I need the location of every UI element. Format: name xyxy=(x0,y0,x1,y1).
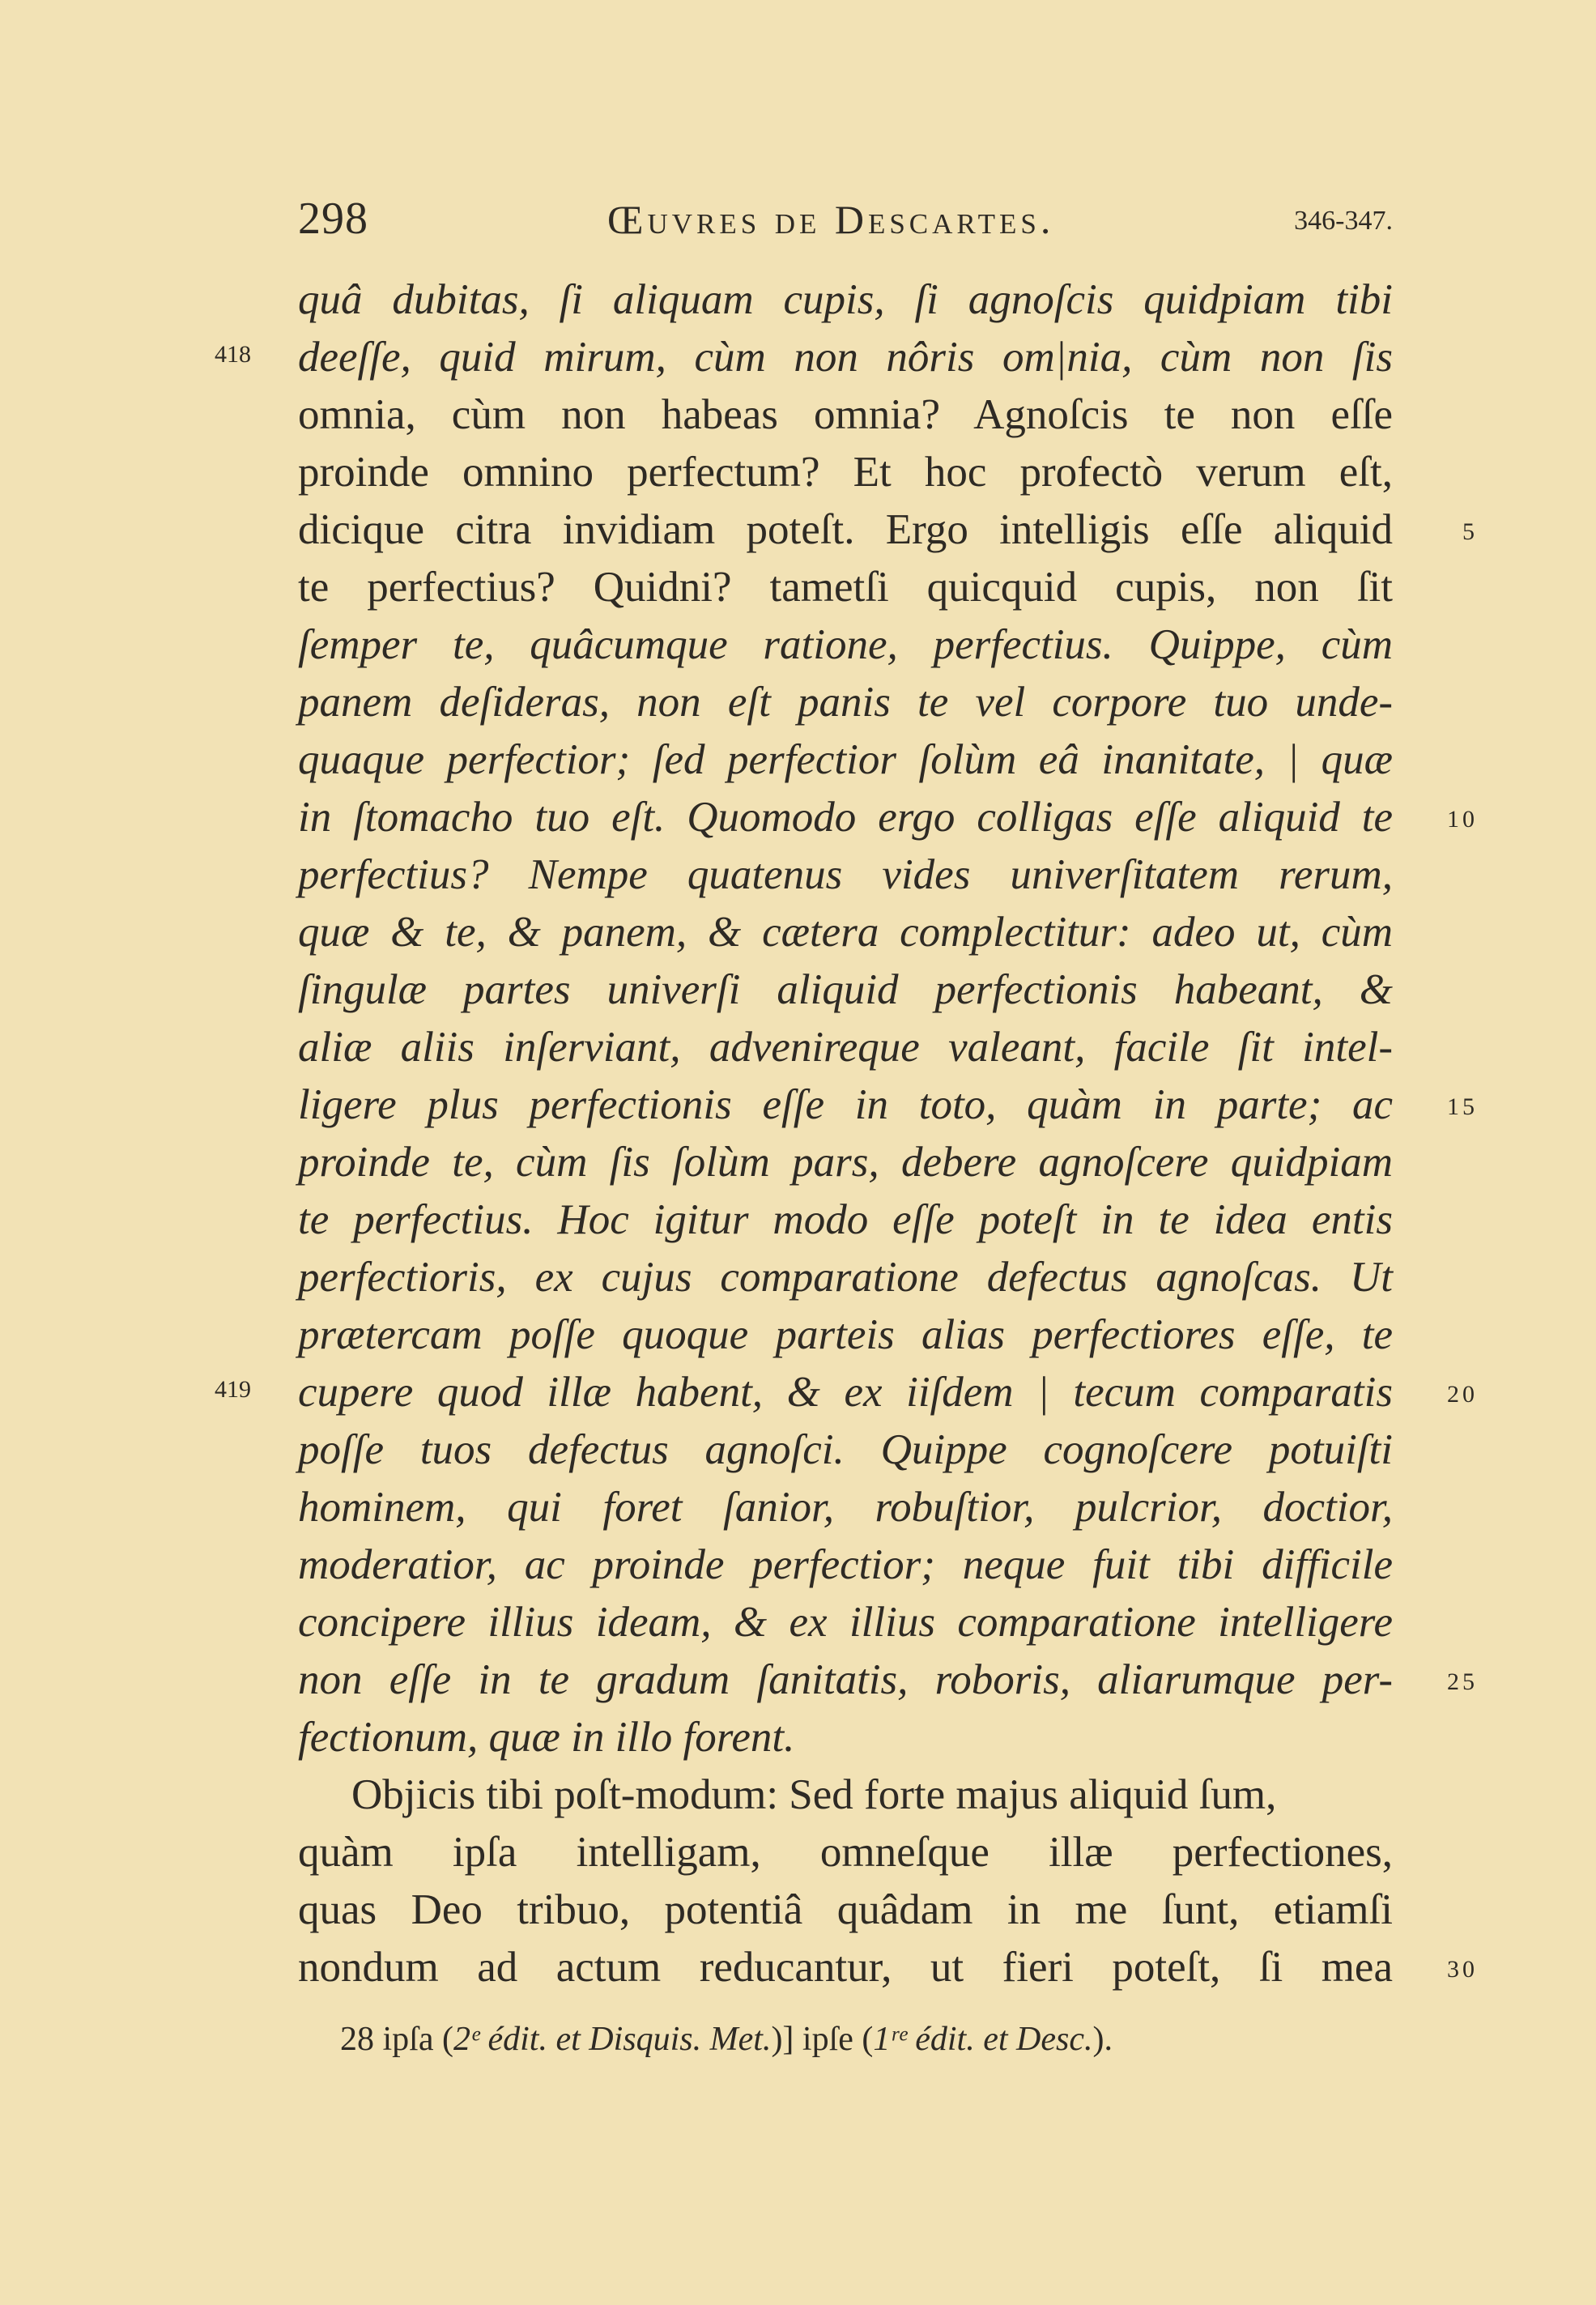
text-line xyxy=(215,329,1393,386)
line-text: quæ & te, & panem, & cætera complectitur: adeo ut, cùm xyxy=(298,909,1393,956)
edition-page-marker: 419 xyxy=(215,1376,251,1403)
line-text: deeſſe, quid mirum, cùm non nôris om|nia, cùm non ſis xyxy=(298,334,1393,381)
footnote-number: 28 xyxy=(340,2021,374,2058)
line-text: moderatior, ac proinde perfectior; neque fuit tibi difficile xyxy=(298,1541,1393,1588)
text-line xyxy=(298,559,1393,616)
line-number: 20 xyxy=(1447,1381,1478,1408)
line-text: panem deſideras, non eſt panis te vel corpore tuo unde- xyxy=(298,679,1393,726)
line-text: perfectius? Nempe quatenus vides univerſitatem rerum, xyxy=(298,851,1393,898)
line-number: 10 xyxy=(1447,806,1478,833)
line-text: non eſſe in te gradum ſanitatis, roboris, aliarumque per- xyxy=(298,1656,1393,1703)
text-line xyxy=(298,1824,1393,1881)
footnote-text-a: ipſa ( xyxy=(382,2021,453,2058)
line-number: 5 xyxy=(1462,518,1478,545)
text-line xyxy=(298,1249,1393,1306)
text-line xyxy=(298,386,1393,444)
text-line xyxy=(298,444,1393,501)
line-text: aliæ aliis inſerviant, advenireque valeant, facile ſit intel- xyxy=(298,1024,1393,1071)
text-line xyxy=(215,1364,1478,1421)
line-text: proinde te, cùm ſis ſolùm pars, debere agnoſcere quidpiam xyxy=(298,1139,1393,1186)
footnote xyxy=(340,2020,1113,2059)
text-line xyxy=(298,846,1393,904)
line-text: Objicis tibi poſt-modum: Sed forte majus aliquid ſum, xyxy=(351,1771,1277,1818)
line-number: 25 xyxy=(1447,1668,1478,1695)
line-text: omnia, cùm non habeas omnia? Agnoſcis te non eſſe xyxy=(298,391,1393,438)
text-line xyxy=(298,1421,1393,1479)
line-text: te perfectius? Quidni? tametſi quicquid cupis, non ſit xyxy=(298,564,1393,611)
text-line xyxy=(298,1536,1393,1594)
line-text: quàm ipſa intelligam, omneſque illæ perfectiones, xyxy=(298,1829,1393,1876)
text-line xyxy=(298,501,1478,559)
line-text: hominem, qui foret ſanior, robuſtior, pulcrior, doctior, xyxy=(298,1484,1393,1531)
text-line xyxy=(298,1306,1393,1364)
text-line xyxy=(298,789,1478,846)
line-text: perfectioris, ex cujus comparatione defectus agnoſcas. Ut xyxy=(298,1254,1393,1301)
line-number: 30 xyxy=(1447,1956,1478,1983)
line-text: fectionum, quæ in illo forent. xyxy=(298,1714,795,1761)
text-line xyxy=(298,1651,1478,1709)
text-line xyxy=(298,1881,1393,1939)
line-text: cupere quod illæ habent, & ex iiſdem | tecum comparatis xyxy=(298,1369,1393,1416)
line-text: ſemper te, quâcumque ratione, perfectius. Quippe, cùm xyxy=(298,621,1393,668)
line-text: in ſtomacho tuo eſt. Quomodo ergo colligas eſſe aliquid te xyxy=(298,794,1393,841)
footnote-text-b: )] ipſe ( xyxy=(771,2021,874,2058)
line-text: quas Deo tribuo, potentiâ quâdam in me ſunt, etiamſi xyxy=(298,1886,1393,1933)
text-line xyxy=(298,616,1393,674)
text-line xyxy=(298,731,1393,789)
footnote-text-c: ). xyxy=(1092,2021,1113,2058)
text-line xyxy=(298,1191,1393,1249)
line-text: quaque perfectior; ſed perfectior ſolùm eâ inanitate, | quæ xyxy=(298,736,1393,783)
text-line xyxy=(298,1709,1393,1766)
footnote-edition-a: 2ᵉ édit. et Disquis. Met. xyxy=(453,2021,772,2058)
text-line xyxy=(298,1134,1393,1191)
line-text: te perfectius. Hoc igitur modo eſſe poteſt in te idea entis xyxy=(298,1196,1393,1243)
line-number: 15 xyxy=(1447,1093,1478,1120)
text-line xyxy=(298,674,1393,731)
text-line xyxy=(298,1479,1393,1536)
line-text: ligere plus perfectionis eſſe in toto, quàm in parte; ac xyxy=(298,1081,1393,1128)
line-text: poſſe tuos defectus agnoſci. Quippe cognoſcere potuiſti xyxy=(298,1426,1393,1473)
edition-page-marker: 418 xyxy=(215,341,251,368)
line-text: ſingulæ partes univerſi aliquid perfectionis habeant, & xyxy=(298,966,1393,1013)
text-line xyxy=(298,1076,1478,1134)
line-text: nondum ad actum reducantur, ut fieri poteſt, ſi mea xyxy=(298,1944,1393,1991)
running-title: Œuvres de Descartes. xyxy=(607,197,1055,242)
text-line xyxy=(298,961,1393,1019)
line-text: prætercam poſſe quoque parteis alias perfectiores eſſe, te xyxy=(298,1311,1393,1358)
page-range: 346-347. xyxy=(1294,206,1393,236)
text-line xyxy=(298,271,1393,329)
text-line xyxy=(298,1766,1393,1824)
line-text: quâ dubitas, ſi aliquam cupis, ſi agnoſcis quidpiam tibi xyxy=(298,276,1393,323)
footnote-edition-b: 1ʳᵉ édit. et Desc. xyxy=(873,2021,1093,2058)
text-line xyxy=(298,904,1393,961)
running-header xyxy=(298,193,1393,249)
line-text: dicique citra invidiam poteſt. Ergo intelligis eſſe aliquid xyxy=(298,506,1393,553)
line-text: proinde omnino perfectum? Et hoc profectò verum eſt, xyxy=(298,449,1393,496)
line-text: concipere illius ideam, & ex illius comparatione intelligere xyxy=(298,1599,1393,1646)
page-number: 298 xyxy=(298,194,368,244)
text-line xyxy=(298,1594,1393,1651)
text-line xyxy=(298,1019,1393,1076)
text-body xyxy=(215,271,1478,1996)
text-line xyxy=(298,1939,1478,1996)
